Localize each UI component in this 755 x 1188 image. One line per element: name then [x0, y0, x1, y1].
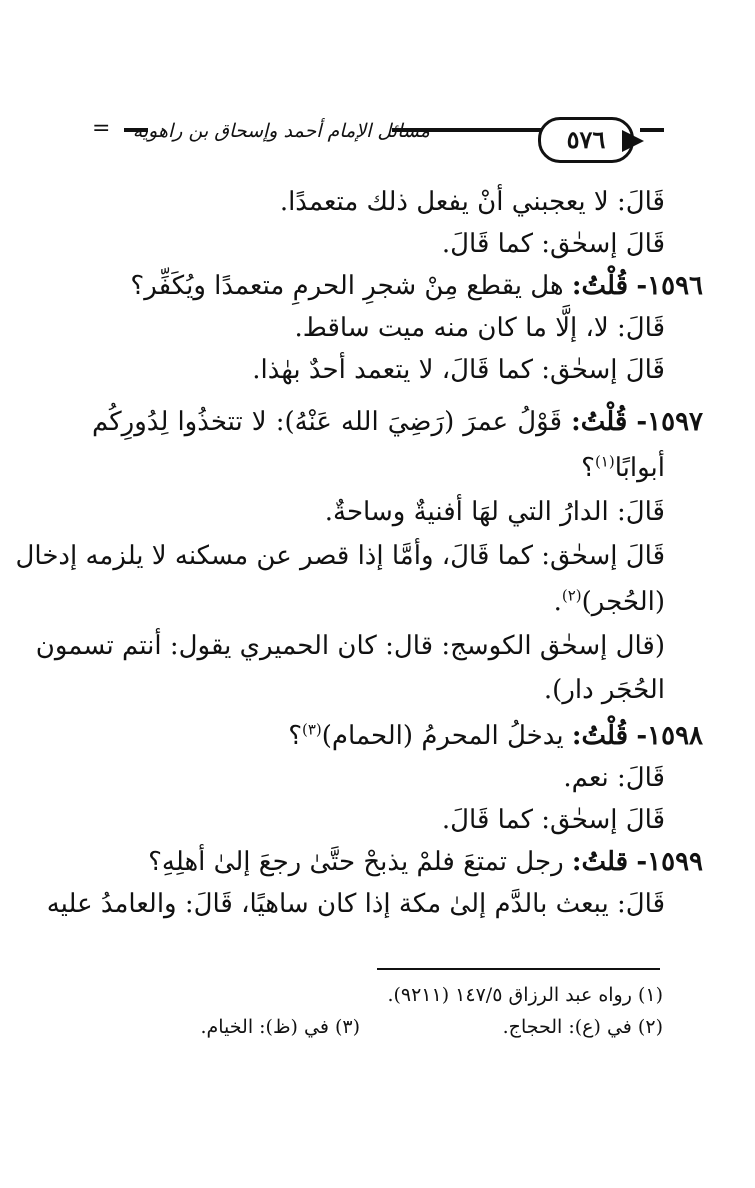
text-line: قَالَ إسحٰق: كما قَالَ، لا يتعمد أحدٌ بهٰذا.	[252, 355, 665, 385]
running-header-title: مسائل الإمام أحمد وإسحاق بن راهويه	[132, 120, 430, 142]
text-line: (الحُجر)$^{(٢)}$.	[553, 586, 665, 617]
text-line: قَالَ: يبعث بالدَّم إلىٰ مكة إذا كان ساهيًا، قَالَ: والعامدُ عليه	[46, 889, 665, 919]
page-number-pointer	[622, 130, 644, 152]
text-line: (قال إسحٰق الكوسج: قال: كان الحميري يقول: أنتم تسمون	[35, 631, 665, 661]
text-line: قَالَ: نعم.	[563, 763, 665, 793]
text-line: قَالَ: لا، إلَّا ما كان منه ميت ساقط.	[294, 313, 665, 343]
footnote-ref: (٣)	[302, 720, 322, 739]
question-number: ١٥٩٨-	[636, 721, 703, 751]
footnote-ref: (١)	[594, 452, 615, 471]
footnote-separator	[377, 968, 660, 970]
question-1599: ١٥٩٩- قلتُ: رجل تمتعَ فلمْ يذبحْ حتَّىٰ رجعَ إلىٰ أهلِهِ؟	[148, 847, 703, 877]
footnote: (٣) في (ظ): الخيام.	[200, 1016, 360, 1038]
question-label: قُلْتُ:	[571, 721, 629, 751]
question-label: قلتُ:	[571, 847, 629, 877]
footnote-ref: (٢)	[561, 586, 582, 605]
text-line: قَالَ: الدارُ التي لهَا أفنيةٌ وساحةٌ.	[324, 497, 665, 527]
header-rule-right	[392, 128, 542, 132]
question-1597: ١٥٩٧- قُلْتُ: قَوْلُ عمرَ (رَضِيَ الله عَنْهُ): لا تتخذُوا لِدُورِكُم	[92, 407, 703, 437]
text-line: قَالَ إسحٰق: كما قَالَ، وأمَّا إذا قصر عن مسكنه لا يلزمه إدخال	[15, 541, 665, 571]
text-line: قَالَ إسحٰق: كما قَالَ.	[441, 229, 665, 259]
footnote: (٢) في (ع): الحجاج.	[502, 1016, 663, 1038]
header-rule-left	[124, 128, 148, 132]
text-line: قَالَ إسحٰق: كما قَالَ.	[441, 805, 665, 835]
footnote: (١) رواه عبد الرزاق ١٤٧/٥ (٩٢١١).	[387, 984, 663, 1006]
page-number: ٥٧٦	[538, 117, 634, 163]
question-number: ١٥٩٩-	[636, 847, 703, 877]
text-line: أبوابًا$^{(١)}$؟	[581, 452, 665, 483]
question-number: ١٥٩٦-	[636, 271, 703, 301]
text-line: قَالَ: لا يعجبني أنْ يفعل ذلك متعمدًا.	[279, 187, 665, 217]
question-number: ١٥٩٧-	[636, 407, 703, 437]
question-label: قُلْتُ:	[571, 407, 628, 437]
text-line: الحُجَر دار).	[543, 675, 665, 705]
question-1596: ١٥٩٦- قُلْتُ: هل يقطع مِنْ شجرِ الحرمِ متعمدًا ويُكَفِّر؟	[130, 271, 703, 301]
question-label: قُلْتُ:	[571, 271, 629, 301]
question-1598: ١٥٩٨- قُلْتُ: يدخلُ المحرمُ (الحمام)$^{(٣)}$؟	[288, 720, 703, 751]
header-end-mark: =	[92, 116, 111, 141]
